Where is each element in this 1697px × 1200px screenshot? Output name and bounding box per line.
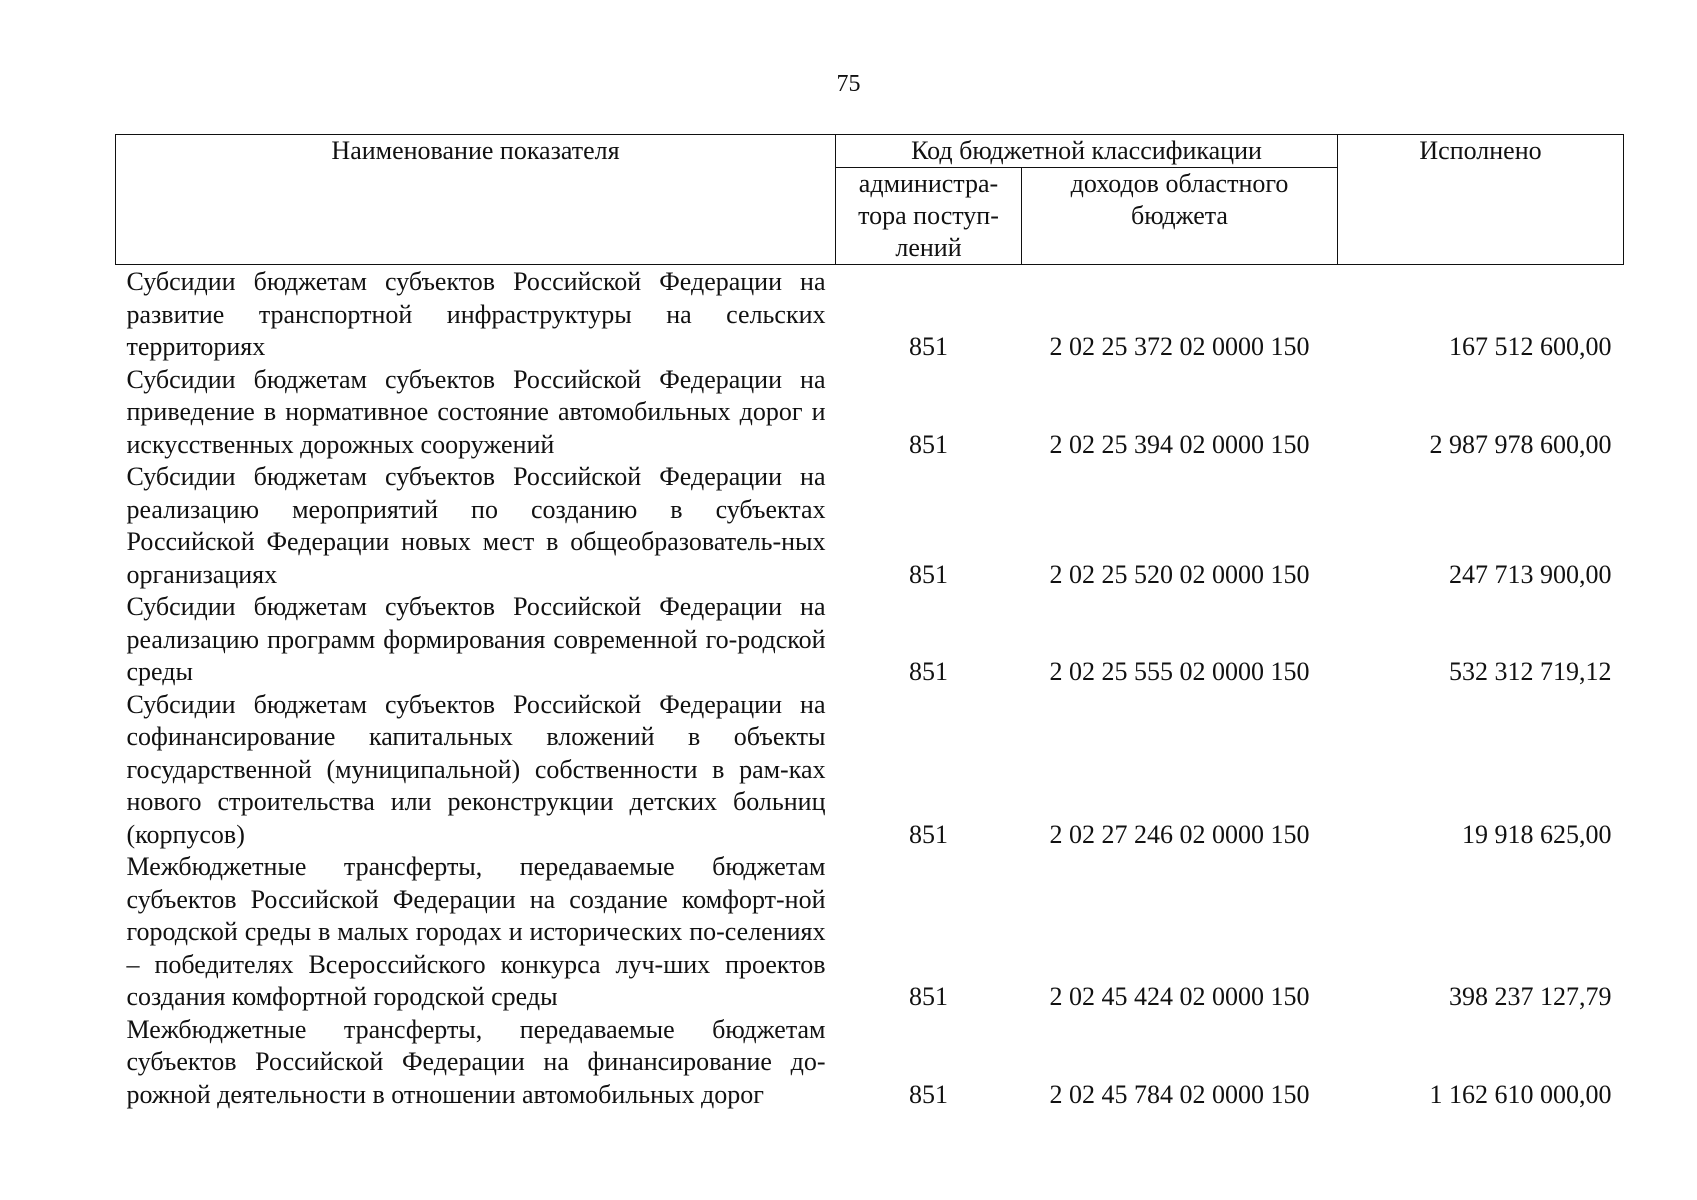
row-executed: 532 312 719,12	[1449, 657, 1612, 686]
table-row	[116, 1014, 1624, 1112]
table-row	[116, 851, 1624, 1014]
table-row	[116, 364, 1624, 462]
header-code-group: Код бюджетной классификации	[836, 135, 1338, 168]
row-admin: 851	[909, 1079, 948, 1109]
row-code: 2 02 25 555 02 0000 150	[1049, 657, 1310, 686]
row-code: 2 02 45 784 02 0000 150	[1049, 1079, 1310, 1109]
row-name: Межбюджетные трансферты, передаваемые бюджетам субъектов Российской Федерации на финансирование до-рожной деятельности в отношении автомобильных дорог	[126, 1014, 826, 1109]
row-name: Субсидии бюджетам субъектов Российской Федерации на приведение в нормативное состояние автомобильных дорог и искусственных дорожных сооружений	[126, 364, 826, 459]
row-executed: 1 162 610 000,00	[1429, 1079, 1612, 1109]
row-executed: 19 918 625,00	[1462, 819, 1612, 849]
row-admin: 851	[909, 559, 948, 589]
row-name: Субсидии бюджетам субъектов Российской Федерации на развитие транспортной инфраструктуры на сельских территориях	[126, 267, 826, 361]
table-row	[116, 591, 1624, 689]
row-code: 2 02 25 394 02 0000 150	[1049, 429, 1310, 459]
header-admin: администра-тора поступ-лений	[836, 168, 1022, 265]
row-executed: 167 512 600,00	[1449, 332, 1612, 361]
row-name: Субсидии бюджетам субъектов Российской Федерации на софинансирование капитальных вложений в объекты государственной (муниципальной) собственности в рам-ках нового строительства или реконструкции детских больниц (корпусов)	[126, 689, 826, 849]
header-name: Наименование показателя	[116, 135, 836, 265]
row-name: Межбюджетные трансферты, передаваемые бюджетам субъектов Российской Федерации на создание комфорт-ной городской среды в малых городах и исторических по-селениях – победителях Всероссийского конкурса луч-ших проектов создания комфортной городской среды	[126, 852, 826, 1011]
row-code: 2 02 25 520 02 0000 150	[1049, 559, 1310, 589]
row-code: 2 02 25 372 02 0000 150	[1049, 332, 1310, 361]
row-executed: 398 237 127,79	[1449, 982, 1612, 1011]
header-executed: Исполнено	[1338, 135, 1624, 265]
table-row	[116, 265, 1624, 364]
row-admin: 851	[909, 982, 948, 1011]
row-executed: 2 987 978 600,00	[1429, 429, 1612, 459]
budget-table	[115, 134, 1624, 1111]
row-admin: 851	[909, 819, 948, 849]
row-admin: 851	[909, 332, 948, 361]
row-code: 2 02 27 246 02 0000 150	[1049, 819, 1310, 849]
row-admin: 851	[909, 429, 948, 459]
row-name: Субсидии бюджетам субъектов Российской Федерации на реализацию программ формирования современной го-родской среды	[126, 592, 826, 686]
row-code: 2 02 45 424 02 0000 150	[1049, 982, 1310, 1011]
row-admin: 851	[909, 657, 948, 686]
table-row	[116, 461, 1624, 591]
table-body	[116, 265, 1624, 1112]
header-income: доходов областного бюджета	[1022, 168, 1338, 265]
table-header	[116, 135, 1624, 265]
page-number: 75	[836, 71, 861, 97]
row-executed: 247 713 900,00	[1449, 559, 1612, 589]
row-name: Субсидии бюджетам субъектов Российской Федерации на реализацию мероприятий по созданию в субъектах Российской Федерации новых мест в общеобразователь-ных организациях	[126, 462, 826, 589]
table-row	[116, 689, 1624, 852]
